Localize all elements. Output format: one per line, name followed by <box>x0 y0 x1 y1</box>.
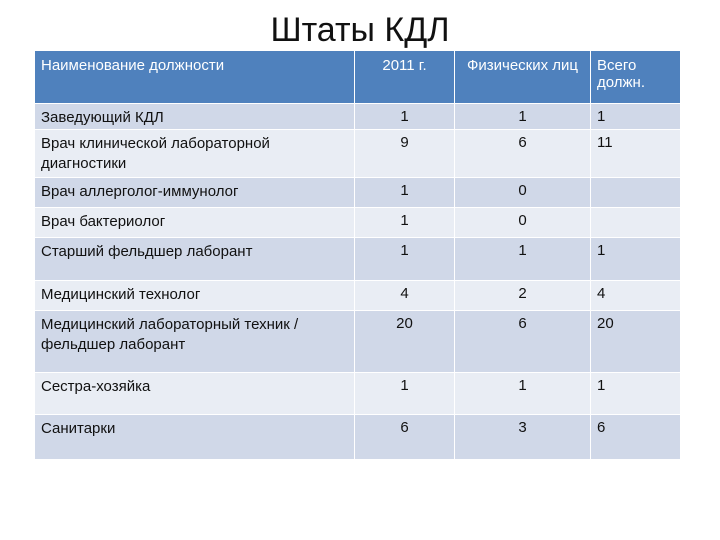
staff-table <box>34 50 681 460</box>
header-year-2011: 2011 г. <box>355 51 455 104</box>
cell-physical-persons: 1 <box>455 238 591 281</box>
table-row <box>35 238 681 281</box>
page-title: Штаты КДЛ <box>270 11 450 49</box>
cell-total-positions <box>591 208 681 238</box>
cell-total-positions: 1 <box>591 104 681 130</box>
cell-total-positions: 6 <box>591 415 681 460</box>
cell-total-positions: 4 <box>591 281 681 311</box>
cell-year-2011: 6 <box>355 415 455 460</box>
table-row <box>35 415 681 460</box>
cell-physical-persons: 0 <box>455 208 591 238</box>
cell-position-name: Медицинский технолог <box>35 281 355 311</box>
cell-year-2011: 20 <box>355 311 455 373</box>
cell-year-2011: 4 <box>355 281 455 311</box>
cell-year-2011: 1 <box>355 104 455 130</box>
cell-physical-persons: 3 <box>455 415 591 460</box>
cell-position-name: Сестра-хозяйка <box>35 373 355 415</box>
cell-total-positions: 1 <box>591 373 681 415</box>
cell-position-name: Врач клинической лабораторной диагностики <box>35 130 355 178</box>
cell-position-name: Врач аллерголог-иммунолог <box>35 178 355 208</box>
cell-year-2011: 1 <box>355 208 455 238</box>
cell-physical-persons: 6 <box>455 130 591 178</box>
cell-year-2011: 1 <box>355 373 455 415</box>
cell-total-positions: 20 <box>591 311 681 373</box>
table-row <box>35 208 681 238</box>
table-row <box>35 311 681 373</box>
cell-physical-persons: 1 <box>455 373 591 415</box>
cell-position-name: Врач бактериолог <box>35 208 355 238</box>
table-row <box>35 373 681 415</box>
cell-physical-persons: 0 <box>455 178 591 208</box>
cell-position-name: Медицинский лабораторный техник / фельдшер лаборант <box>35 311 355 373</box>
cell-position-name: Санитарки <box>35 415 355 460</box>
cell-year-2011: 1 <box>355 238 455 281</box>
cell-total-positions <box>591 178 681 208</box>
cell-total-positions: 11 <box>591 130 681 178</box>
cell-year-2011: 9 <box>355 130 455 178</box>
cell-physical-persons: 6 <box>455 311 591 373</box>
header-physical-persons: Физических лиц <box>455 51 591 104</box>
table-row <box>35 178 681 208</box>
header-position-name: Наименование должности <box>35 51 355 104</box>
cell-year-2011: 1 <box>355 178 455 208</box>
header-total-positions: Всего должн. <box>591 51 681 104</box>
cell-position-name: Старший фельдшер лаборант <box>35 238 355 281</box>
table-row <box>35 281 681 311</box>
cell-physical-persons: 1 <box>455 104 591 130</box>
cell-total-positions: 1 <box>591 238 681 281</box>
table-row <box>35 130 681 178</box>
cell-position-name: Заведующий КДЛ <box>35 104 355 130</box>
table-row <box>35 104 681 130</box>
cell-physical-persons: 2 <box>455 281 591 311</box>
table-header-row <box>35 51 681 104</box>
